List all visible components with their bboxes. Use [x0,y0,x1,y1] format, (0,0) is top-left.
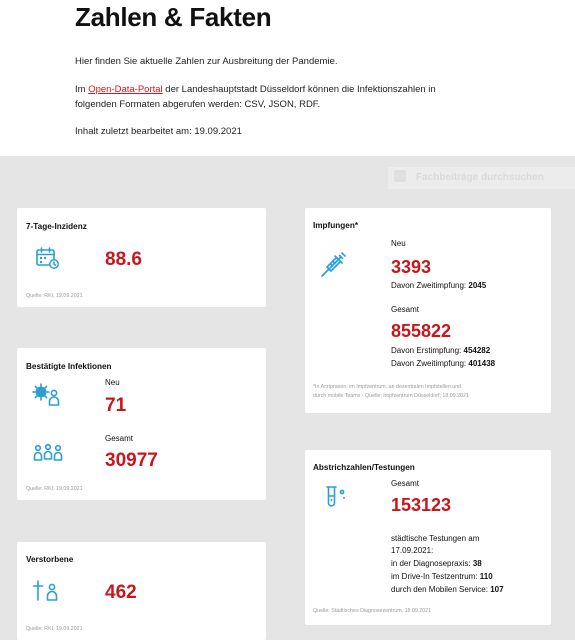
syringe-icon [319,251,347,284]
tests-city-line-1: städtische Testungen am [391,534,480,543]
tests-city-line-2: 17.09.2021: [391,546,434,555]
calendar-icon [35,246,59,275]
vaccinations-new-label: Neu [391,239,406,248]
open-data-paragraph [75,82,436,112]
deaths-source: Quelle: RKI, 19.09.2021 [26,626,83,632]
search-icon [394,170,406,182]
vaccinations-footnote-2: durch mobile Teams - Quelle: Impfzentrum Düsseldorf, 18.09.2021 [313,393,469,399]
open-data-formats: folgenden Formaten abgerufen werden: CSV, JSON, RDF. [75,99,321,110]
vaccinations-second-dose: Davon Zweitimpfung: 401438 [391,359,496,368]
virus-person-icon [31,381,61,412]
tests-source: Quelle: Städtisches Diagnosezentrum, 18.09.2021 [313,608,432,614]
group-icon [33,442,63,469]
vaccinations-total-value: 855822 [391,321,452,341]
incidence-card [17,208,266,307]
vaccinations-new-value: 3393 [391,257,432,277]
open-data-prefix: Im [75,84,86,95]
tests-drive-in: im Drive-In Testzentrum: 110 [391,572,493,581]
incidence-value: 88.6 [105,249,142,270]
tests-total-value: 153123 [391,495,452,515]
deaths-value: 462 [105,582,137,603]
intro-text: Hier finden Sie aktuelle Zahlen zur Ausbreitung der Pandemie. [75,56,338,67]
open-data-text: der Landeshauptstadt Düsseldorf können die Infektionszahlen in [165,84,436,95]
incidence-source: Quelle: RKI, 19.09.2021 [26,293,83,299]
infections-total-label: Gesamt [105,434,134,443]
vaccinations-title: Impfungen* [313,221,359,230]
vaccinations-footnote-1: *In Arztpraxen, im Impfzentrum, an dezentralen Impfstellen und [313,384,462,390]
infections-card [17,348,266,500]
infections-new-value: 71 [105,395,127,416]
deaths-title: Verstorbene [26,555,74,564]
test-tube-icon [323,485,349,516]
open-data-link[interactable]: Open-Data-Portal [88,84,163,95]
vaccinations-first-dose: Davon Erstimpfung: 454282 [391,346,491,355]
vaccinations-card [305,208,551,413]
tests-mobile: durch den Mobilen Service: 107 [391,585,504,594]
infections-new-label: Neu [105,378,120,387]
edited-date: Inhalt zuletzt bearbeitet am: 19.09.2021 [75,126,242,137]
infections-total-value: 30977 [105,450,158,471]
search-articles-label: Fachbeiträge durchsuchen [416,172,544,183]
page-header [0,0,575,156]
vaccinations-new-second: Davon Zweitimpfung: 2045 [391,281,487,290]
tests-praxis: in der Diagnosepraxis: 38 [391,559,482,568]
tests-card [305,450,551,625]
infections-title: Bestätigte Infektionen [26,362,112,371]
deaths-card [17,542,266,640]
search-articles-button[interactable] [388,167,575,189]
tests-title: Abstrichzahlen/Testungen [313,463,415,472]
infections-source: Quelle: RKI, 19.09.2021 [26,486,83,492]
vaccinations-total-label: Gesamt [391,305,420,314]
tests-total-label: Gesamt [391,479,420,488]
incidence-title: 7-Tage-Inzidenz [26,222,87,231]
cross-person-icon [31,579,61,608]
page-title: Zahlen & Fakten [75,2,272,32]
